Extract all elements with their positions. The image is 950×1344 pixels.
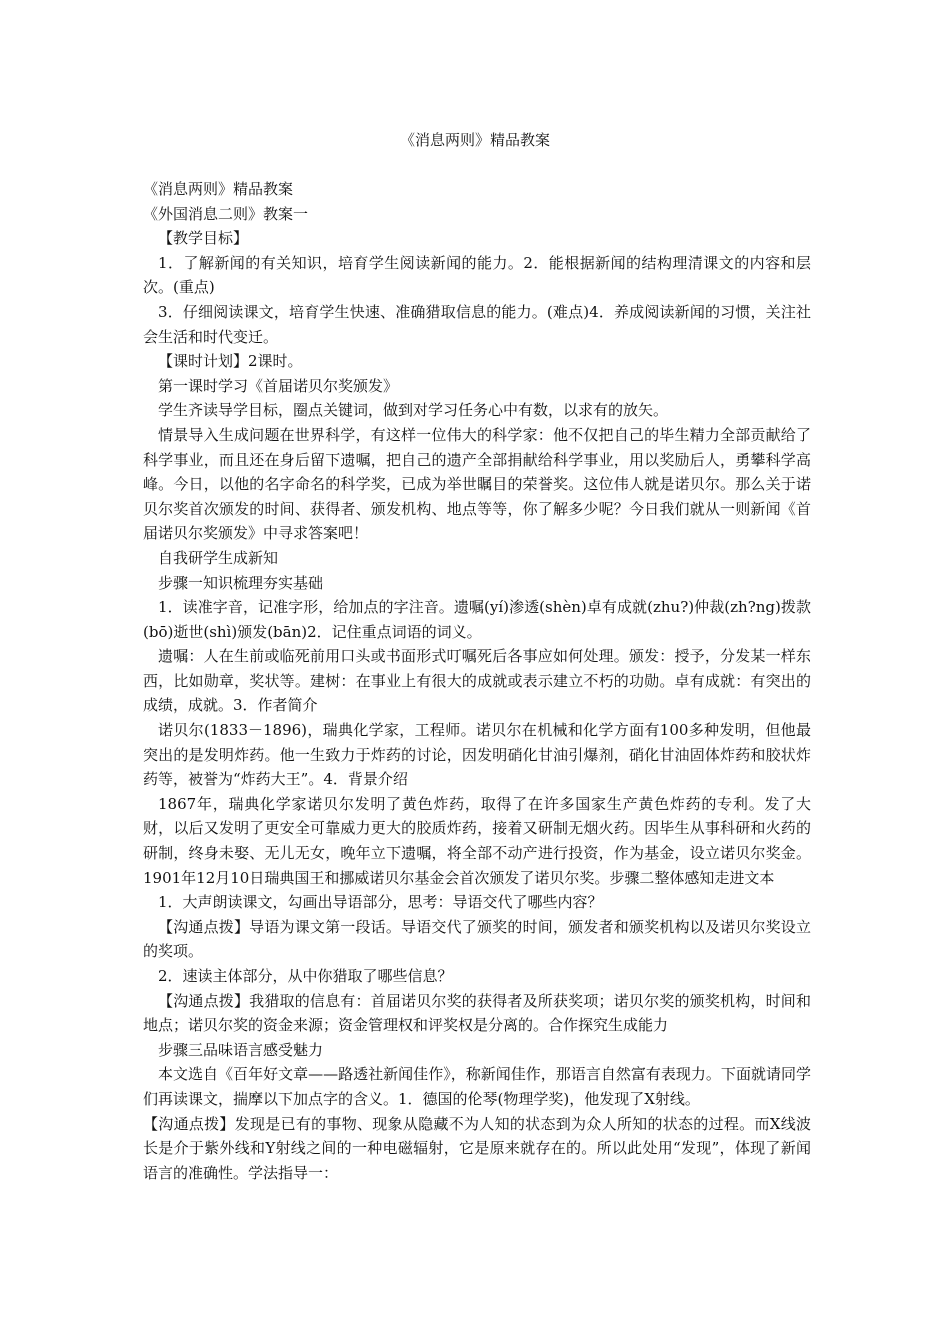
paragraph: 3．仔细阅读课文，培育学生快速、准确猎取信息的能力。(难点)4．养成阅读新闻的习惯，关注社会生活和时代变迁。 [143,302,811,346]
paragraph: 【沟通点拨】发现是已有的事物、现象从隐藏不为人知的状态到为众人所知的状态的过程。而X线波长是介于紫外线和Y射线之间的一种电磁辐射，它是原来就存在的。所以此处用“发现”，体现了新闻语言的准确性。学法指导一： [143,1114,811,1182]
paragraph: 步骤一知识梳理夯实基础 [158,573,324,592]
paragraph: 1．大声朗读课文，勾画出导语部分，思考：导语交代了哪些内容？ [158,893,603,912]
paragraph: 遗嘱：人在生前或临死前用口头或书面形式叮嘱死后各事应如何处理。颁发：授予，分发某一样东西，比如勋章，奖状等。建树：在事业上有很大的成就或表示建立不朽的功勋。卓有成就：有突出的成绩，成就。3．作者简介 [143,647,811,715]
paragraph-subheading: 《外国消息二则》教案一 [143,204,309,223]
document-body [143,177,811,1185]
paragraph: 学生齐读导学目标，圈点关键词，做到对学习任务心中有数，以求有的放矢。 [158,401,669,420]
paragraph: 本文选自《百年好文章——路透社新闻佳作》，称新闻佳作，那语言自然富有表现力。下面就请同学们再读课文，揣摩以下加点字的含义。1．德国的伦琴(物理学奖)，他发现了X射线。 [143,1065,811,1108]
paragraph-heading: 《消息两则》精品教案 [143,180,294,198]
paragraph-lesson-plan: 【课时计划】2课时。 [158,352,303,371]
paragraph: 2．速读主体部分，从中你猎取了哪些信息？ [158,967,453,985]
paragraph: 【沟通点拨】我猎取的信息有：首届诺贝尔奖的获得者及所获奖项；诺贝尔奖的颁奖机构，时间和地点；诺贝尔奖的资金来源；资金管理权和评奖权是分离的。合作探究生成能力 [143,991,811,1035]
paragraph: 第一课时学习《首届诺贝尔奖颁发》 [158,376,399,395]
paragraph: 1867年，瑞典化学家诺贝尔发明了黄色炸药，取得了在许多国家生产黄色炸药的专利。发了大财，以后又发明了更安全可靠威力更大的胶质炸药，接着又研制无烟火药。因毕生从事科研和火药的研制，终身未娶、无儿无女，晚年立下遗嘱，将全部不动产进行投资，作为基金，设立诺贝尔奖金。1901年12月10日瑞典国王和挪威诺贝尔基金会首次颁发了诺贝尔奖。步骤二整体感知走进文本 [143,794,811,887]
paragraph: 【沟通点拨】导语为课文第一段话。导语交代了颁奖的时间，颁发者和颁奖机构以及诺贝尔奖设立的奖项。 [143,917,811,961]
document-title: 《消息两则》精品教案 [399,131,550,149]
paragraph: 1．了解新闻的有关知识，培育学生阅读新闻的能力。2．能根据新闻的结构理清课文的内容和层次。(重点) [143,253,811,297]
paragraph-teaching-goals: 【教学目标】 [158,229,249,248]
paragraph: 步骤三品味语言感受魅力 [158,1040,324,1059]
paragraph: 情景导入生成问题在世界科学，有这样一位伟大的科学家：他不仅把自己的毕生精力全部贡献给了科学事业，而且还在身后留下遗嘱，把自己的遗产全部捐献给科学事业，用以奖励后人，勇攀科学高峰。今日，以他的名字命名的科学奖，已成为举世瞩目的荣誉奖。这位伟人就是诺贝尔。那么关于诺贝尔奖首次颁发的时间、获得者、颁发机构、地点等等，你了解多少呢？今日我们就从一则新闻《首届诺贝尔奖颁发》中寻求答案吧！ [143,425,811,543]
paragraph: 自我研学生成新知 [158,548,279,567]
paragraph: 1．读准字音，记准字形，给加点的字注音。遗嘱(yí)渗透(shèn)卓有成就(zhu?)仲裁(zh?ng)拨款(bō)逝世(shì)颁发(bān)2．记住重点词语的词义。 [143,598,811,641]
paragraph: 诺贝尔(1833－1896)，瑞典化学家，工程师。诺贝尔在机械和化学方面有100多种发明，但他最突出的是发明炸药。他一生致力于炸药的讨论，因发明硝化甘油引爆剂，硝化甘油固体炸药和胶状炸药等，被誉为“炸药大王”。4．背景介绍 [143,721,811,789]
